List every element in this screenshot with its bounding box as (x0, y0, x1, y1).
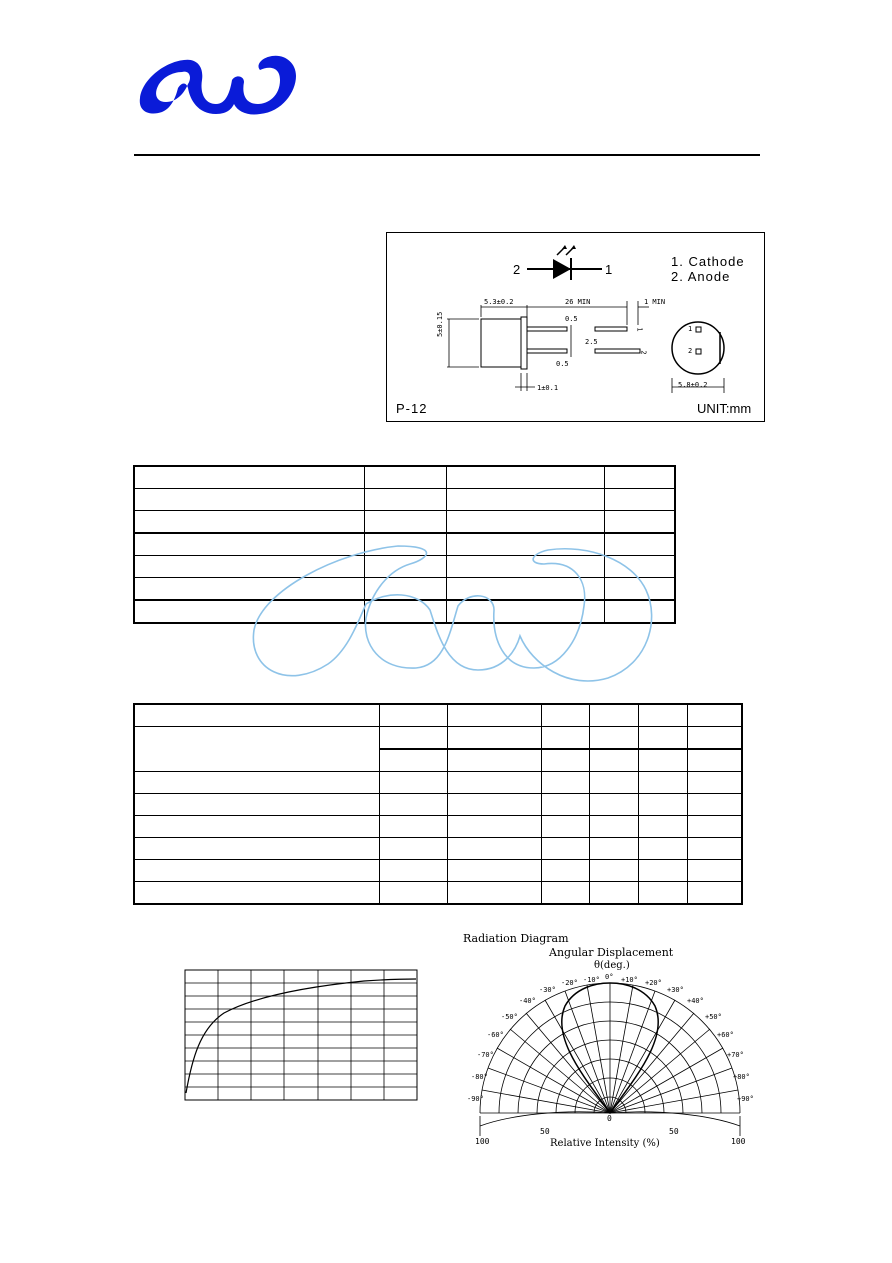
angle-right-90: +90° (737, 1095, 754, 1103)
angle-center: 0° (605, 973, 614, 981)
table-row (134, 838, 742, 860)
logo-mark (140, 56, 296, 115)
scale-left-100: 100 (475, 1137, 490, 1146)
angle-right-30: +30° (667, 986, 684, 994)
angle-right-80: +80° (733, 1073, 750, 1081)
top-pin-1: 1 (688, 325, 693, 333)
angle-left-20: -20° (561, 979, 578, 987)
table-row (134, 727, 742, 750)
dim-lead-05-bottom: 0.5 (556, 360, 569, 368)
characteristic-curve-chart (184, 969, 420, 1103)
radiation-subtitle: Angular Displacement (549, 946, 674, 959)
radiation-title: Radiation Diagram (463, 932, 569, 945)
radiation-diagram (455, 928, 755, 1158)
angle-left-60: -60° (487, 1031, 504, 1039)
scale-right-100: 100 (731, 1137, 746, 1146)
angle-right-70: +70° (727, 1051, 744, 1059)
angle-left-10: -10° (583, 976, 600, 984)
scale-right-50: 50 (669, 1127, 679, 1136)
lead-mark-1: 1 (635, 327, 644, 332)
company-logo (136, 52, 298, 118)
package-drawing (386, 232, 765, 422)
dim-height: 5±0.15 (436, 311, 444, 337)
dim-diameter: 5.8±0.2 (678, 381, 708, 389)
table-row (134, 860, 742, 882)
lead-mark-2: 2 (639, 350, 648, 355)
table-row (134, 882, 742, 905)
table-row (134, 794, 742, 816)
angle-right-40: +40° (687, 997, 704, 1005)
pin-1-label: 1 (605, 262, 613, 277)
dim-lead-length: 26 MIN (565, 298, 591, 306)
table-row (134, 466, 675, 489)
table-row (134, 704, 742, 727)
legend-anode: 2. Anode (671, 269, 731, 284)
table-row (134, 511, 675, 534)
scale-center-0: 0 (607, 1114, 612, 1123)
diode-triangle (553, 259, 571, 279)
angle-left-30: -30° (539, 986, 556, 994)
angle-right-20: +20° (645, 979, 662, 987)
angle-left-80: -80° (471, 1073, 488, 1081)
package-name: P-12 (396, 401, 428, 416)
radiation-xlabel: Relative Intensity (%) (550, 1138, 660, 1149)
dim-flange: 1±0.1 (537, 384, 559, 392)
angle-right-50: +50° (705, 1013, 722, 1021)
angle-left-50: -50° (501, 1013, 518, 1021)
angle-left-70: -70° (477, 1051, 494, 1059)
radiation-axis-unit: θ(deg.) (594, 960, 630, 971)
angle-right-60: +60° (717, 1031, 734, 1039)
watermark-logo (248, 540, 658, 695)
legend-cathode: 1. Cathode (671, 254, 745, 269)
angle-left-40: -40° (519, 997, 536, 1005)
pin-2-label: 2 (513, 262, 521, 277)
scale-left-50: 50 (540, 1127, 550, 1136)
header-rule (134, 154, 760, 156)
dim-lead-end: 1 MIN (644, 298, 666, 306)
electrical-characteristics-table (133, 703, 743, 905)
dim-lead-05-top: 0.5 (565, 315, 578, 323)
unit-label: UNIT:mm (697, 401, 752, 416)
angle-right-10: +10° (621, 976, 638, 984)
table-row (134, 489, 675, 511)
table-row (134, 772, 742, 794)
dim-pitch: 2.5 (585, 338, 598, 346)
table-row (134, 816, 742, 838)
dim-body-length: 5.3±0.2 (484, 298, 514, 306)
angle-left-90: -90° (467, 1095, 484, 1103)
top-pin-2: 2 (688, 347, 693, 355)
